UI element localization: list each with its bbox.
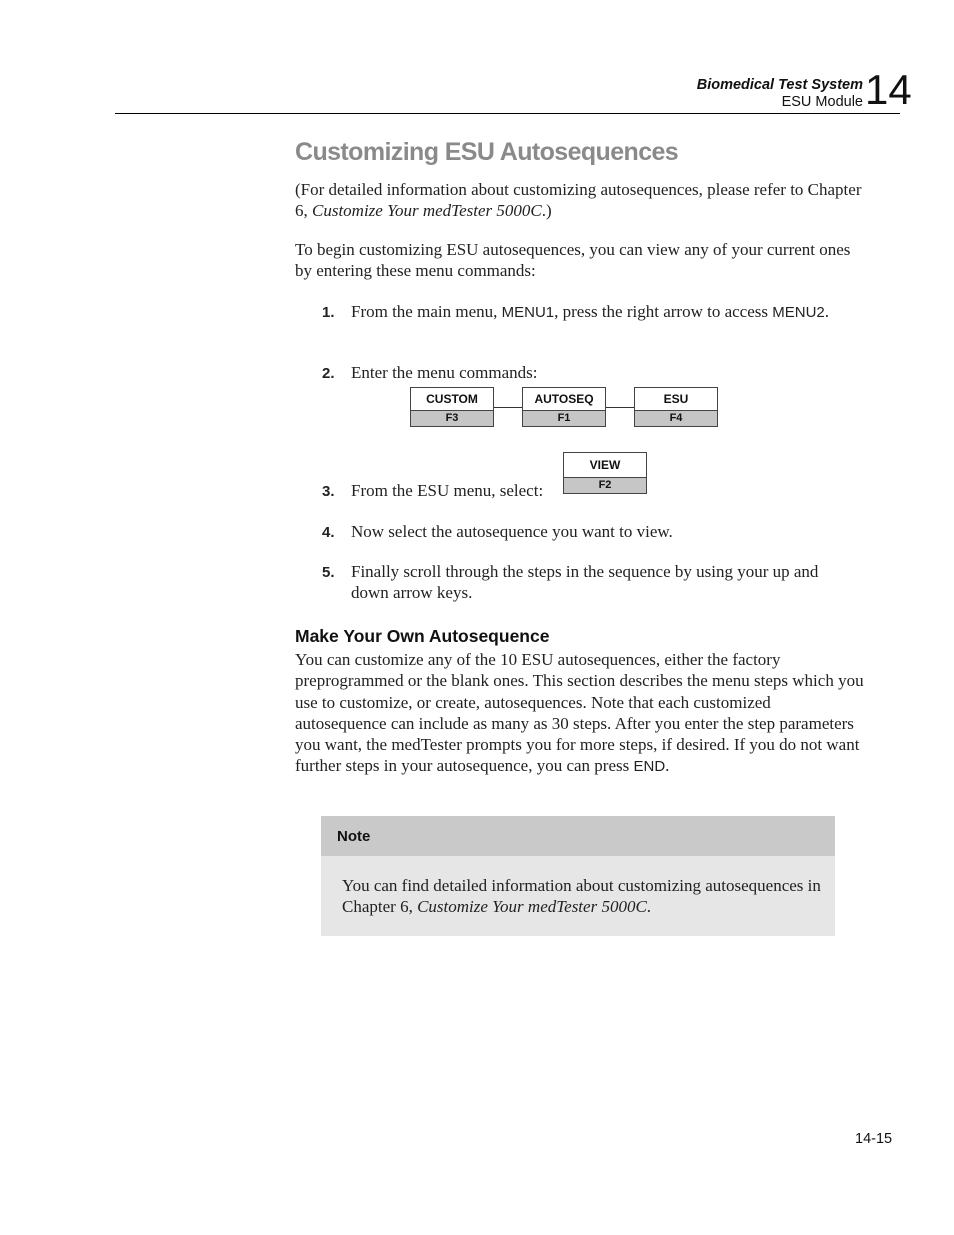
chapter-number: 14 [865,66,912,113]
step-number-3: 3. [322,483,335,500]
key-view-f2: VIEW F2 [563,452,647,494]
note-heading: Note [321,816,835,856]
step-number-1: 1. [322,304,335,321]
key-esu-f4: ESU F4 [634,387,718,427]
header-rule [115,113,900,114]
note-body: You can find detailed information about customizing autosequences in Chapter 6, Customize Your medTester 5000C. [342,876,821,917]
step-text-2: Enter the menu commands: [351,363,538,382]
section-title: Customizing ESU Autosequences [295,138,679,166]
running-header-title: Biomedical Test System [696,77,863,93]
step-text-5: Finally scroll through the steps in the sequence by using your up and down arrow keys. [351,562,819,603]
step-number-4: 4. [322,524,335,541]
key-custom-f3: CUSTOM F3 [410,387,494,427]
step-text-1: From the main menu, MENU1, press the right arrow to access MENU2. [351,302,830,321]
chapter-reference: Customize Your medTester 5000C [312,201,542,221]
key-connector [494,407,522,408]
key-name-menu1: MENU1 [501,304,555,321]
step-number-5: 5. [322,564,335,581]
key-autoseq-f1: AUTOSEQ F1 [522,387,606,427]
subsection-title: Make Your Own Autosequence [295,626,550,646]
step-number-2: 2. [322,365,335,382]
page-number: 14-15 [855,1131,893,1147]
note-chapter-reference: Customize Your medTester 5000C [417,897,647,917]
key-name-end: END [633,758,666,776]
subsection-paragraph: You can customize any of the 10 ESU autosequences, either the factory preprogrammed or the blank ones. This section describes the menu steps which you use to customize, or create, autosequences. Note that each customized autosequence can include as many as 30 steps. After you enter the step parameters you want, the medTester prompts you for more steps, if desired. If you do not want further steps in your autosequence, you can press END. [295,650,864,776]
running-header-subtitle: ESU Module [781,94,863,110]
intro-paragraph-1: (For detailed information about customizing autosequences, please refer to Chapter 6, Customize Your medTester 5000C.) [295,180,862,221]
intro-paragraph-2: To begin customizing ESU autosequences, you can view any of your current ones by entering these menu commands: [295,240,851,281]
key-connector [606,407,634,408]
step-text-3: From the ESU menu, select: [351,481,544,500]
note-box [321,816,835,936]
key-name-menu2: MENU2 [772,304,825,321]
step-text-4: Now select the autosequence you want to view. [351,522,673,541]
